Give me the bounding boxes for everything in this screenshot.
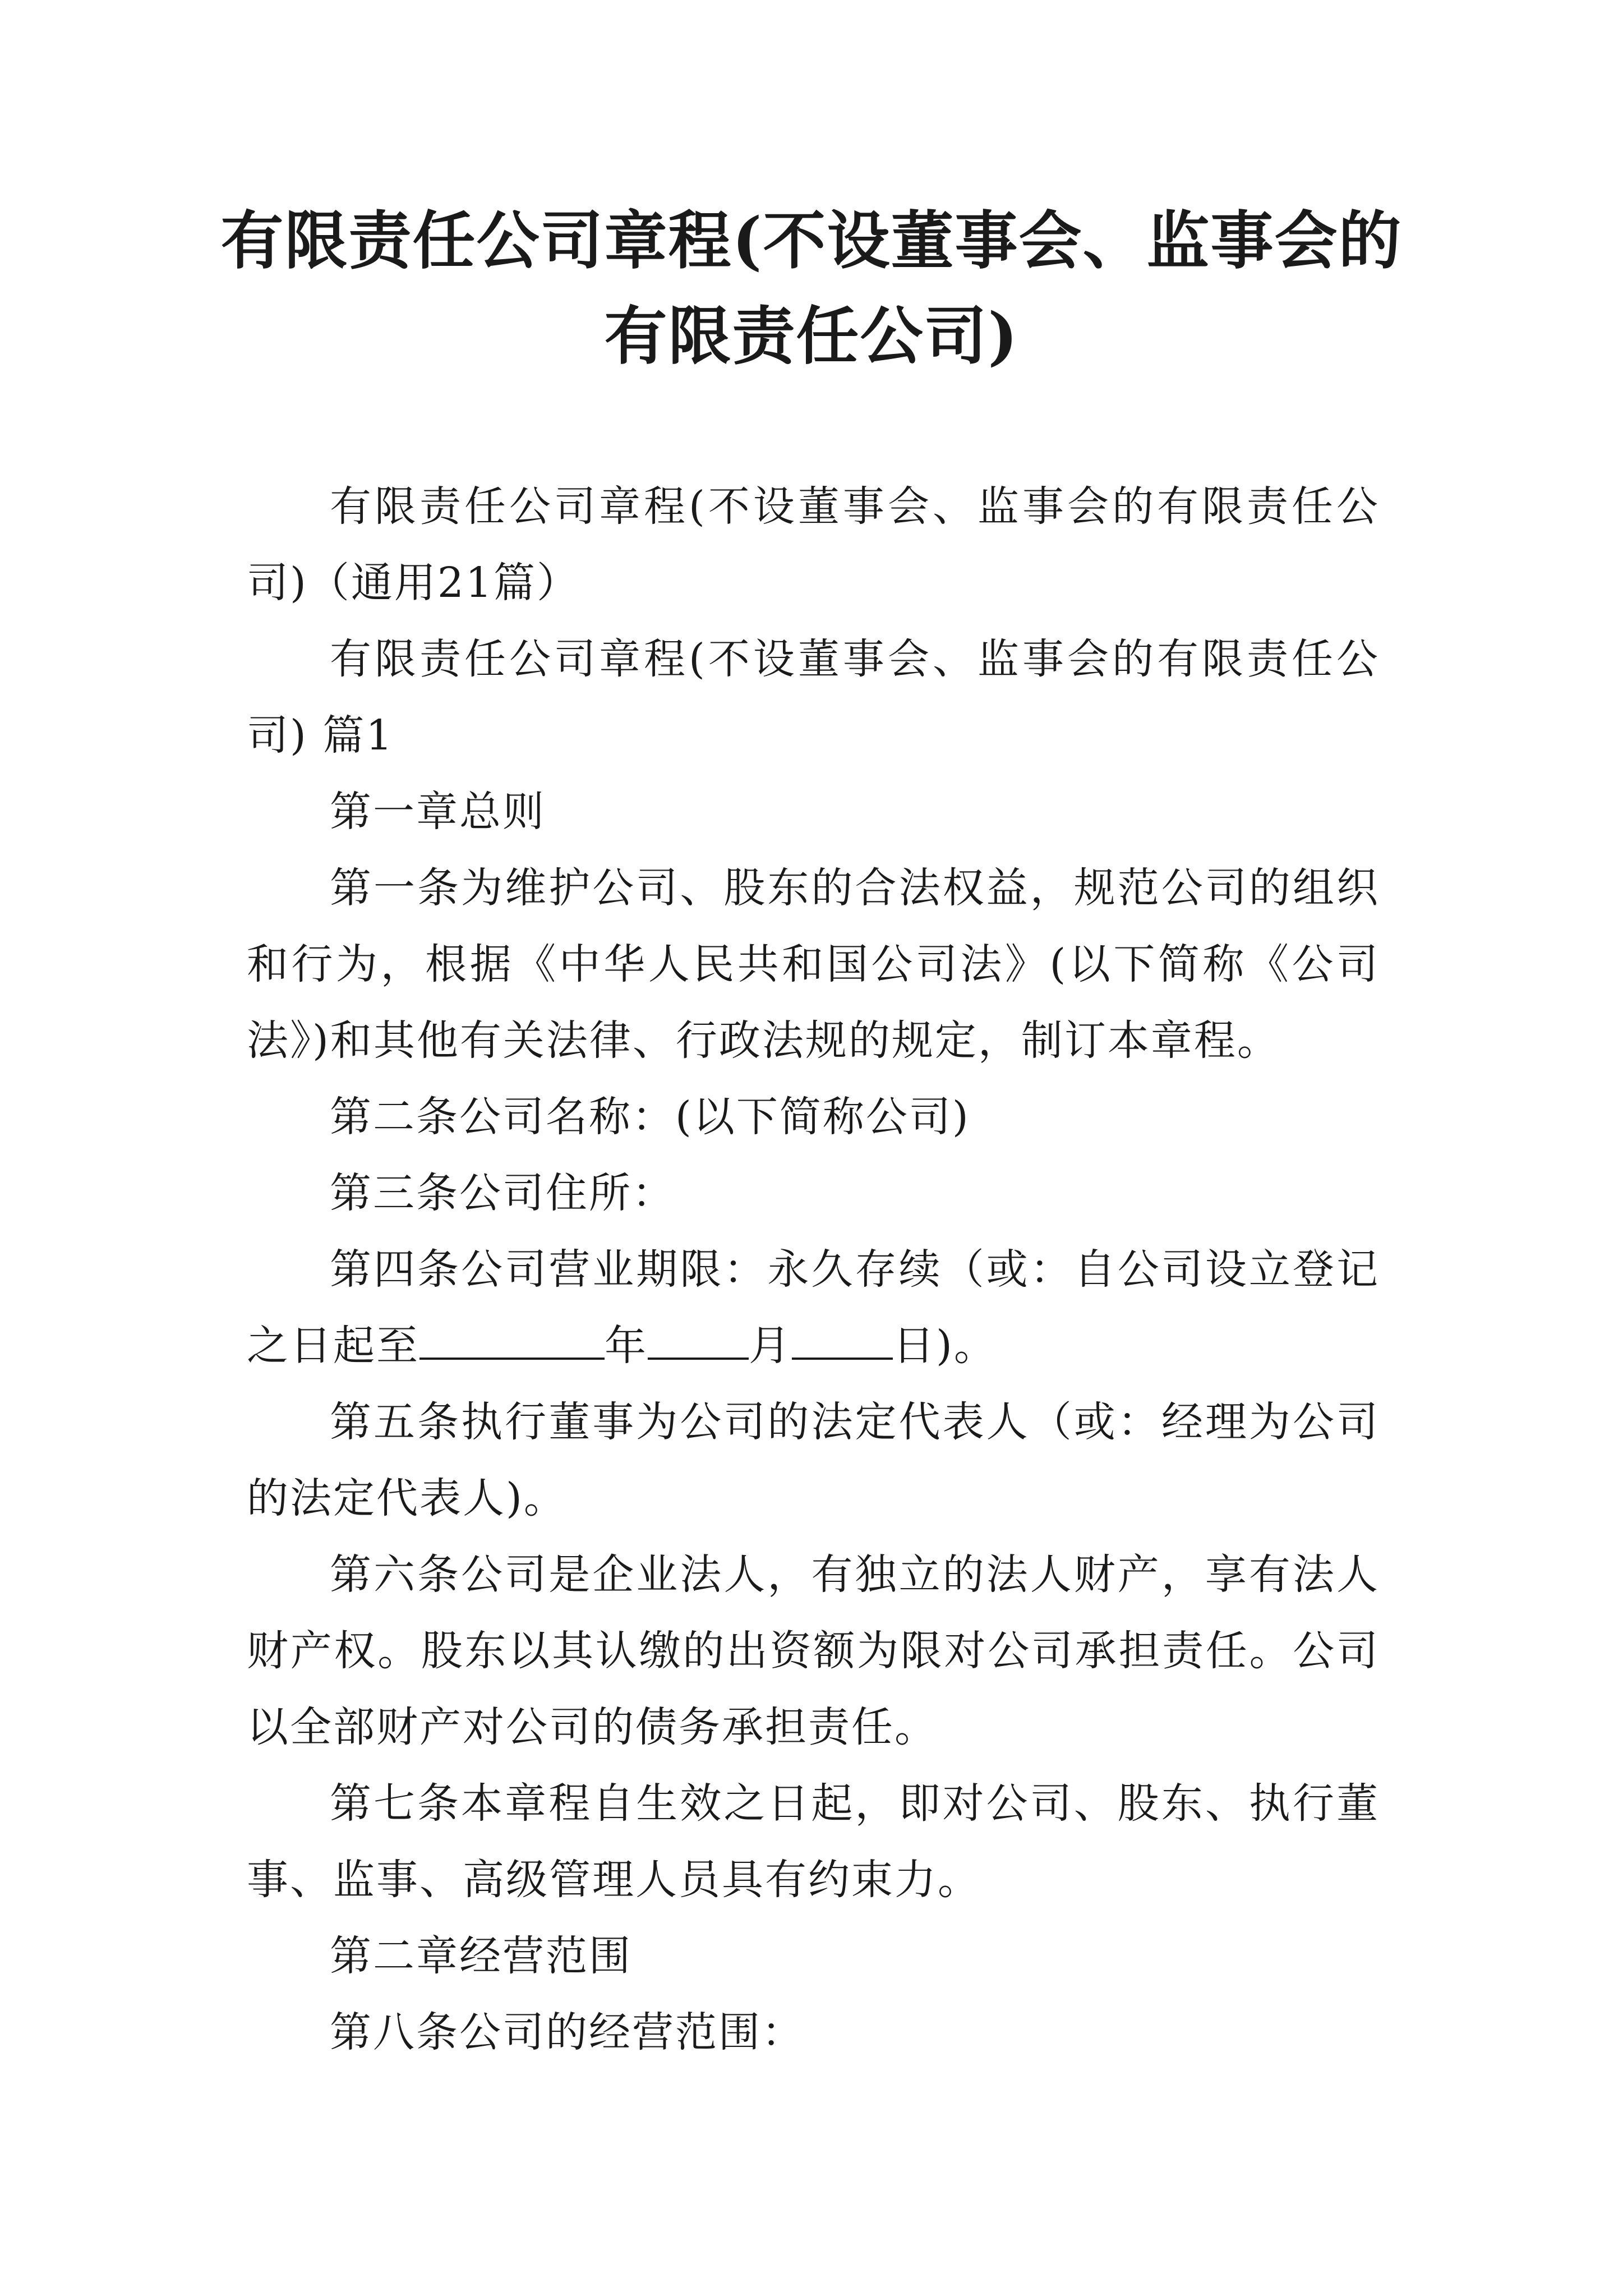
document-body — [247, 468, 1380, 2070]
document-title — [213, 194, 1410, 384]
article-8: 第八条公司的经营范围： — [330, 2008, 805, 2056]
article-7: 第七条本章程自生效之日起，即对公司、股东、执行董事、监事、高级管理人员具有约束力。 — [247, 1779, 1380, 1904]
date-blank-year — [419, 1320, 605, 1360]
chapter-2-heading: 第二章经营范围 — [330, 1932, 632, 1980]
article-4-day: 日)。 — [893, 1322, 997, 1370]
paragraph-part-heading: 有限责任公司章程(不设董事会、监事会的有限责任公司) 篇1 — [247, 635, 1380, 760]
chapter-1-heading: 第一章总则 — [330, 788, 546, 836]
article-1: 第一条为维护公司、股东的合法权益，规范公司的组织和行为，根据《中华人民共和国公司法》(以下简称《公司法》)和其他有关法律、行政法规的规定，制订本章程。 — [247, 864, 1380, 1065]
date-blank-month — [648, 1320, 749, 1360]
paragraph-collection-heading: 有限责任公司章程(不设董事会、监事会的有限责任公司)（通用21篇） — [247, 482, 1380, 607]
article-4-year: 年 — [605, 1322, 648, 1370]
date-blank-day — [792, 1320, 893, 1360]
title-line-2: 有限责任公司) — [604, 300, 1019, 373]
article-4-text: 第四条公司营业期限：永久存续（或：自公司设立登记之日起至 — [247, 1245, 1380, 1370]
article-6: 第六条公司是企业法人，有独立的法人财产，享有法人财产权。股东以其认缴的出资额为限对公司承担责任。公司以全部财产对公司的债务承担责任。 — [247, 1550, 1380, 1751]
article-4-month: 月 — [749, 1322, 792, 1370]
article-2: 第二条公司名称：(以下简称公司) — [330, 1093, 970, 1141]
title-line-1: 有限责任公司章程(不设董事会、监事会的 — [220, 204, 1403, 278]
article-3: 第三条公司住所： — [330, 1169, 675, 1217]
article-5: 第五条执行董事为公司的法定代表人（或：经理为公司的法定代表人)。 — [247, 1398, 1380, 1522]
article-4 — [247, 1231, 1380, 1384]
